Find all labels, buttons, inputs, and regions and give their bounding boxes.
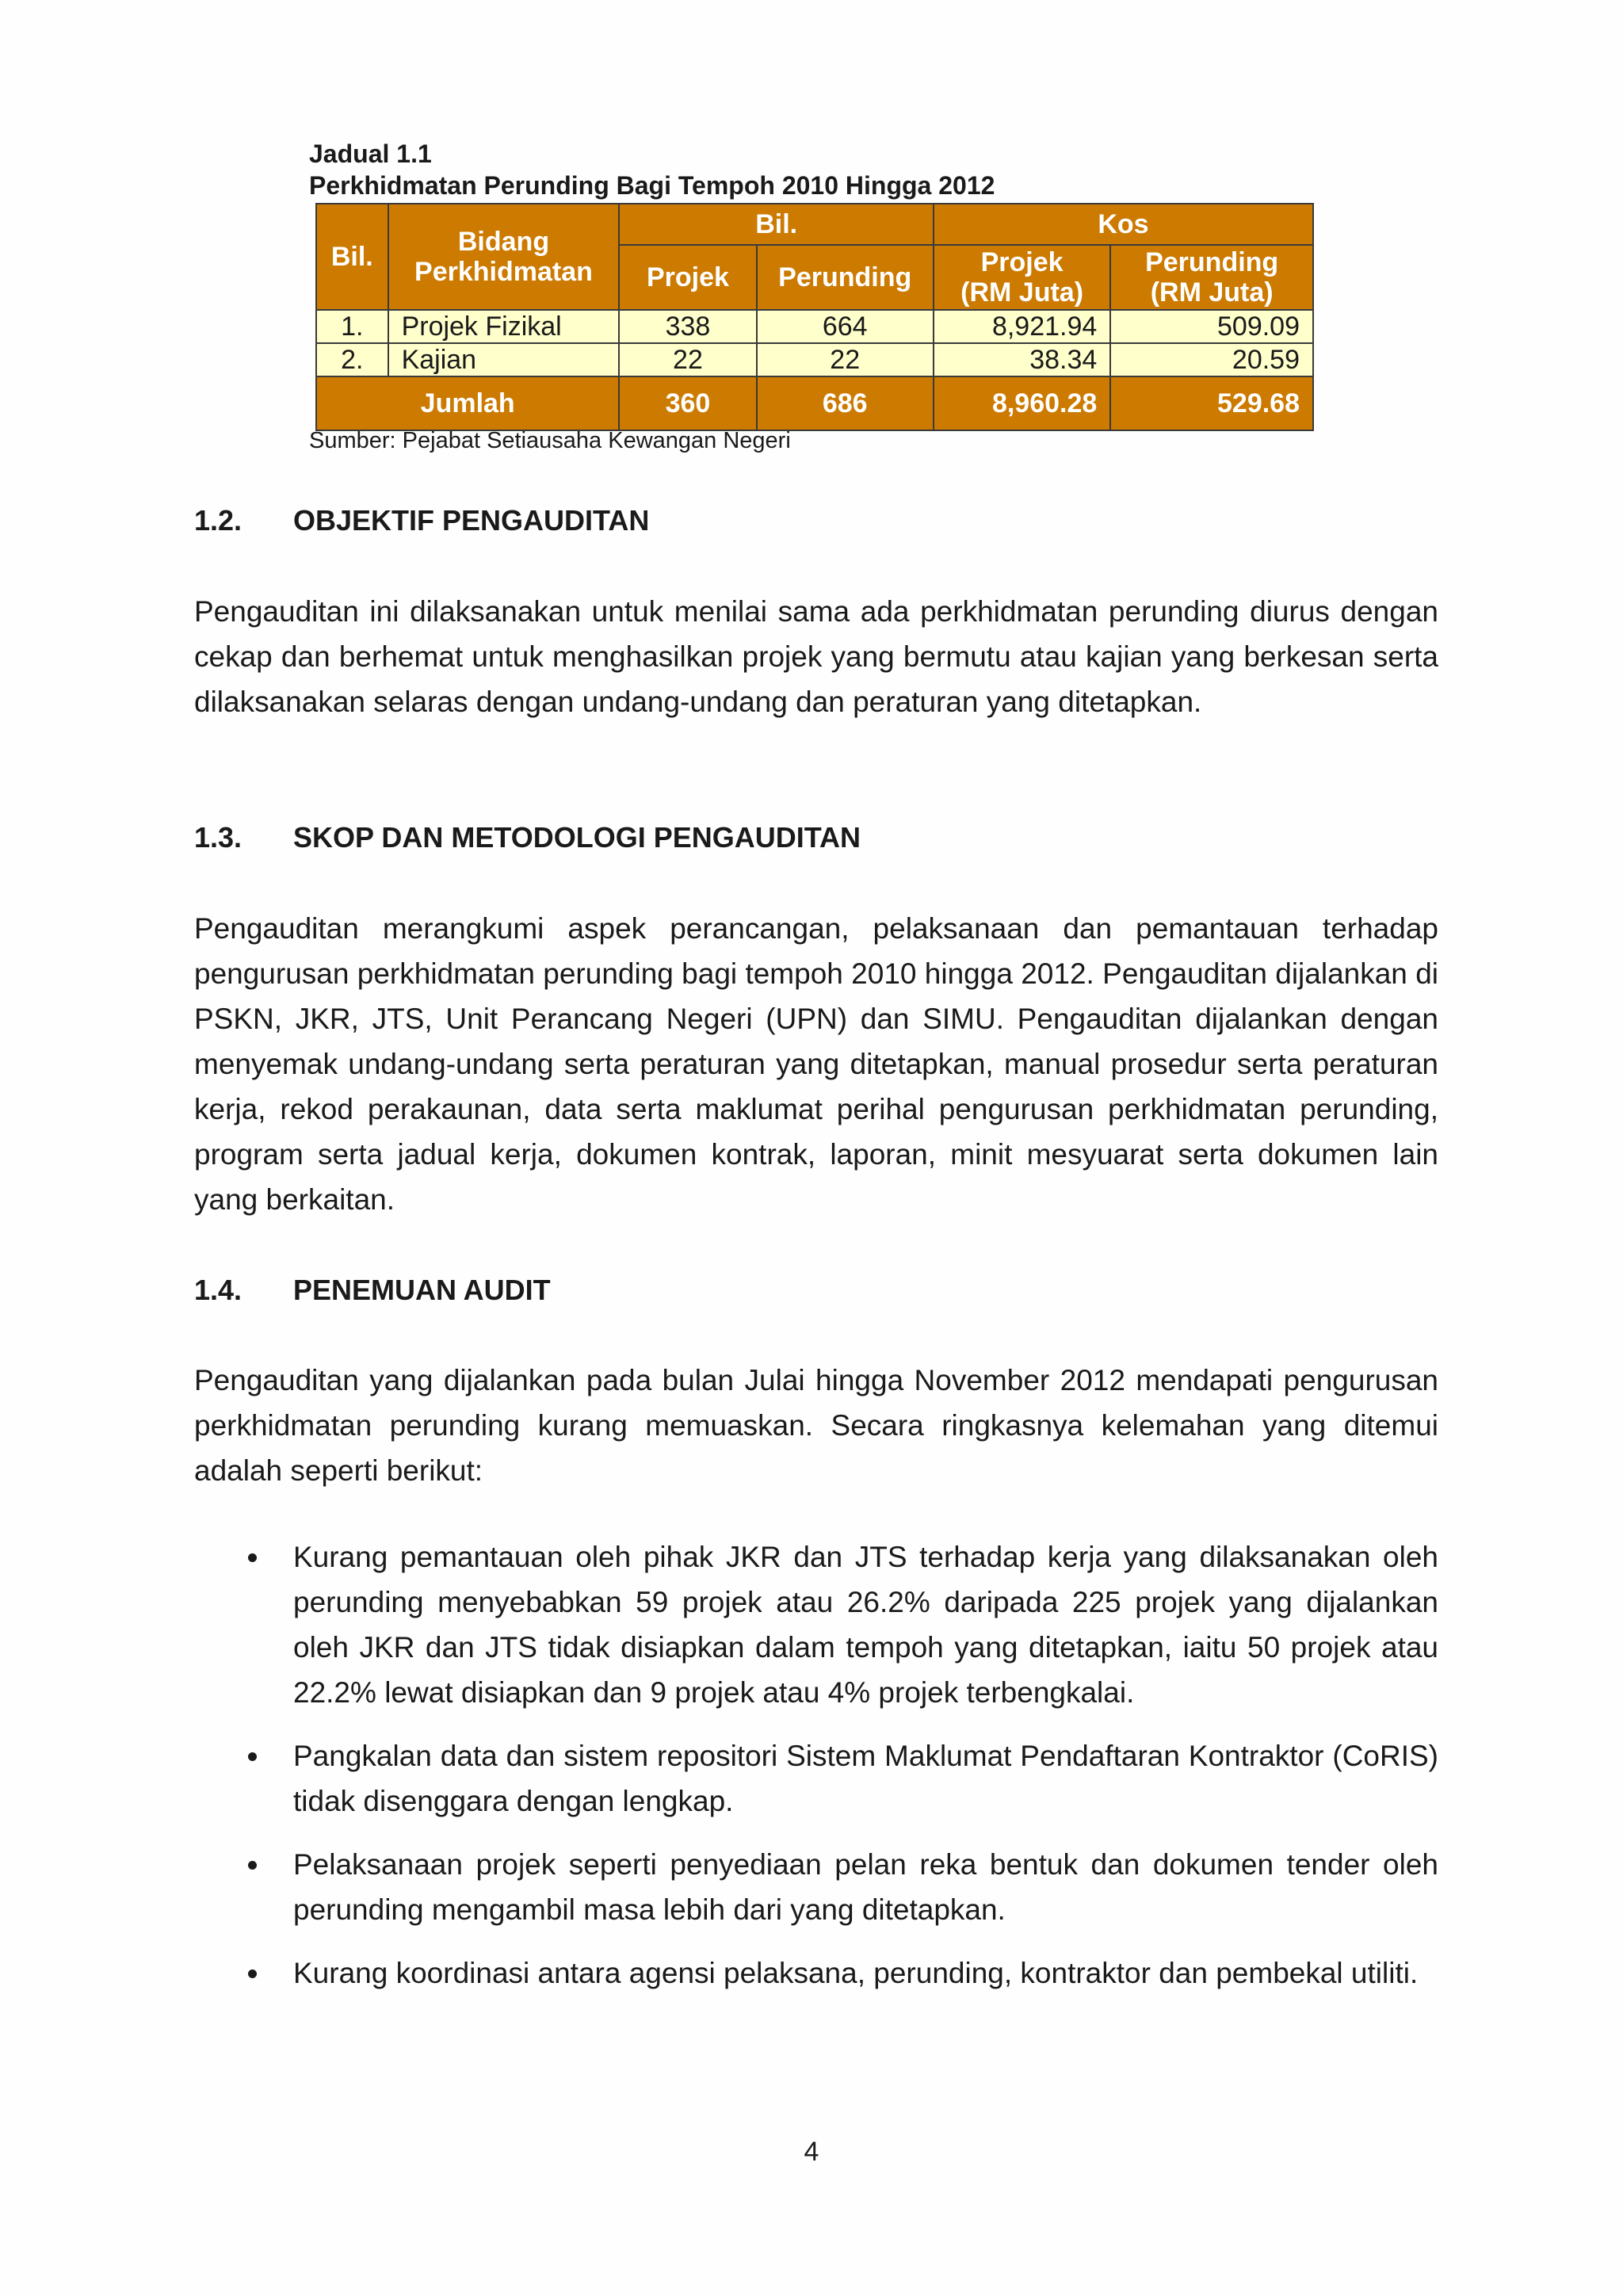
total-projek: 360 — [619, 376, 756, 430]
consultant-services-table — [315, 203, 1314, 431]
total-perunding: 686 — [757, 376, 934, 430]
table-total-row — [316, 376, 1313, 430]
section-body-1-3: Pengauditan merangkumi aspek perancangan, pelaksanaan dan pemantauan terhadap pengurusan perkhidmatan perunding bagi tempoh 2010 hingga 2012. Pengauditan dijalankan di PSKN, JKR, JTS, Unit Perancang Negeri (UPN) dan SIMU. Pengauditan dijalankan dengan menyemak undang-undang serta peraturan yang ditetapkan, manual prosedur serta peraturan kerja, rekod perakaunan, data serta maklumat perihal pengurusan perkhidmatan perunding, program serta jadual kerja, dokumen kontrak, laporan, minit mesyuarat serta dokumen lain yang berkaitan. — [194, 912, 1438, 1216]
cell-kos-perunding: 20.59 — [1110, 343, 1313, 376]
list-item — [194, 1950, 1438, 1996]
section-heading-1-3 — [194, 821, 861, 854]
header-bil: Bil. — [316, 204, 388, 310]
cell-projek: 338 — [619, 310, 756, 343]
page-number: 4 — [804, 2137, 819, 2167]
section-heading-1-2 — [194, 504, 649, 537]
bullet-icon — [248, 1969, 257, 1978]
list-item-text: Kurang pemantauan oleh pihak JKR dan JTS terhadap kerja yang dilaksanakan oleh perunding menyebabkan 59 projek atau 26.2% daripada 225 projek yang dijalankan oleh JKR dan JTS tidak disiapkan dalam tempoh yang ditetapkan, iaitu 50 projek atau 22.2% lewat disiapkan dan 9 projek atau 4% projek terbengkalai. — [293, 1541, 1438, 1709]
header-kos-projek — [934, 245, 1110, 310]
bullet-icon — [248, 1553, 257, 1562]
findings-list — [194, 1534, 1438, 2014]
section-body-1-2: Pengauditan ini dilaksanakan untuk menilai sama ada perkhidmatan perunding diurus dengan cekap dan berhemat untuk menghasilkan projek yang bermutu atau kajian yang berkesan serta dilaksanakan selaras dengan undang-undang dan peraturan yang ditetapkan. — [194, 595, 1438, 718]
section-number: 1.4. — [194, 1274, 242, 1306]
section-heading-1-4 — [194, 1274, 551, 1307]
total-kos-perunding: 529.68 — [1110, 376, 1313, 430]
list-item — [194, 1842, 1438, 1932]
header-group-bil: Bil. — [619, 204, 934, 245]
table-caption — [309, 138, 995, 201]
table-row — [316, 343, 1313, 376]
cell-bidang: Projek Fizikal — [388, 310, 620, 343]
list-item-text: Pelaksanaan projek seperti penyediaan pelan reka bentuk dan dokumen tender oleh perunding mengambil masa lebih dari yang ditetapkan. — [293, 1848, 1438, 1926]
total-label: Jumlah — [316, 376, 619, 430]
section-title: SKOP DAN METODOLOGI PENGAUDITAN — [293, 821, 861, 854]
section-number: 1.2. — [194, 504, 242, 537]
table-caption-title: Jadual 1.1 — [309, 139, 432, 168]
total-kos-projek: 8,960.28 — [934, 376, 1110, 430]
cell-no: 1. — [316, 310, 388, 343]
cell-kos-perunding: 509.09 — [1110, 310, 1313, 343]
cell-no: 2. — [316, 343, 388, 376]
header-perunding: Perunding — [757, 245, 934, 310]
table-row — [316, 310, 1313, 343]
section-title: OBJEKTIF PENGAUDITAN — [293, 504, 650, 537]
header-kos-projek-line2: (RM Juta) — [960, 277, 1084, 308]
header-bidang-line1: Bidang — [457, 227, 550, 257]
cell-kos-projek: 38.34 — [934, 343, 1110, 376]
cell-kos-projek: 8,921.94 — [934, 310, 1110, 343]
header-bidang — [388, 204, 620, 310]
section-body-1-4: Pengauditan yang dijalankan pada bulan Julai hingga November 2012 mendapati pengurusan perkhidmatan perunding kurang memuaskan. Secara ringkasnya kelemahan yang ditemui adalah seperti berikut: — [194, 1364, 1438, 1487]
section-number: 1.3. — [194, 821, 242, 854]
header-kos-perunding-line1: Perunding — [1145, 247, 1279, 277]
header-kos-perunding-line2: (RM Juta) — [1150, 277, 1274, 308]
header-kos-perunding — [1110, 245, 1313, 310]
table-caption-subtitle: Perkhidmatan Perunding Bagi Tempoh 2010 Hingga 2012 — [309, 171, 995, 200]
list-item — [194, 1534, 1438, 1715]
table-source: Sumber: Pejabat Setiausaha Kewangan Negeri — [309, 428, 791, 453]
list-item-text: Kurang koordinasi antara agensi pelaksana, perunding, kontraktor dan pembekal utiliti. — [293, 1957, 1419, 1989]
list-item-text: Pangkalan data dan sistem repositori Sistem Maklumat Pendaftaran Kontraktor (CoRIS) tidak disenggara dengan lengkap. — [293, 1740, 1438, 1817]
cell-perunding: 664 — [757, 310, 934, 343]
list-item — [194, 1733, 1438, 1824]
header-group-kos: Kos — [934, 204, 1313, 245]
header-bidang-line2: Perkhidmatan — [414, 257, 593, 287]
header-kos-projek-line1: Projek — [980, 247, 1064, 277]
section-title: PENEMUAN AUDIT — [293, 1274, 551, 1306]
bullet-icon — [248, 1861, 257, 1870]
cell-bidang: Kajian — [388, 343, 620, 376]
cell-perunding: 22 — [757, 343, 934, 376]
header-projek: Projek — [619, 245, 756, 310]
bullet-icon — [248, 1752, 257, 1761]
cell-projek: 22 — [619, 343, 756, 376]
